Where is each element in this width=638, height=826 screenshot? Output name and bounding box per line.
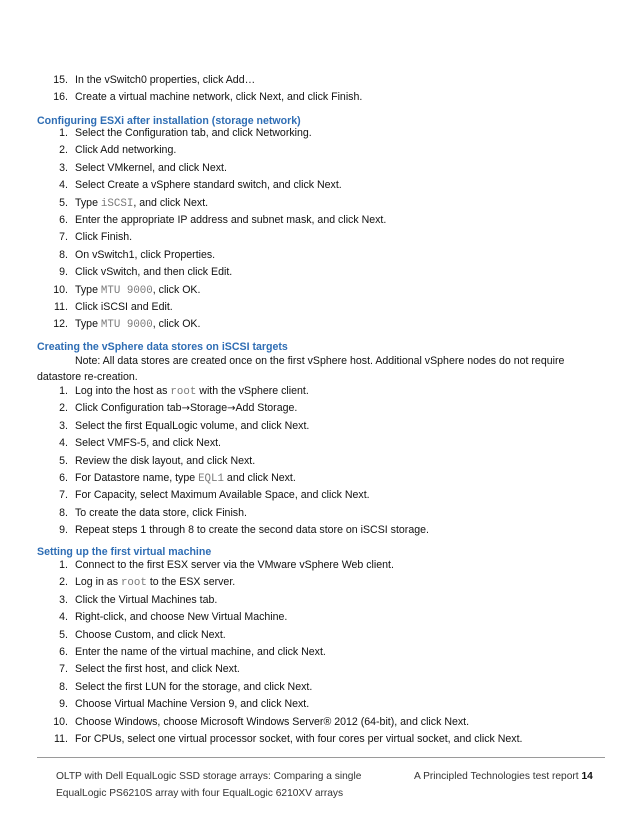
list-item xyxy=(0,400,638,417)
step-text: Select the first LUN for the storage, and click Next. xyxy=(75,680,313,693)
list-item xyxy=(0,247,638,264)
step-text-post: , click OK. xyxy=(152,283,201,296)
step-number: 9. xyxy=(59,266,68,279)
footer-title-line: EqualLogic PS6210S array with four EqualLogic 6210XV arrays xyxy=(56,788,344,799)
step-number: 5. xyxy=(59,628,68,641)
list-item xyxy=(0,592,638,609)
step-text xyxy=(75,470,296,488)
step-text-part: Add Storage. xyxy=(235,402,298,415)
step-number: 2. xyxy=(59,144,68,157)
step-text: Select VMFS-5, and click Next. xyxy=(75,437,222,450)
step-number: 4. xyxy=(59,179,68,192)
step-text xyxy=(75,316,200,334)
code-value: MTU 9000 xyxy=(100,284,153,297)
footer-report-text: A Principled Technologies test report xyxy=(414,771,579,782)
list-item xyxy=(0,264,638,281)
footer-report-title xyxy=(56,768,376,802)
step-number: 1. xyxy=(59,559,68,571)
step-number: 2. xyxy=(59,576,68,589)
list-item xyxy=(0,316,638,333)
step-number: 12. xyxy=(53,318,68,331)
step-number: 10. xyxy=(53,715,68,728)
step-text: Repeat steps 1 through 8 to create the second data store on iSCSI storage. xyxy=(75,524,429,537)
list-item xyxy=(0,435,638,452)
step-text: Create a virtual machine network, click Next, and click Finish. xyxy=(75,91,363,104)
data-stores-steps-list xyxy=(0,383,638,540)
list-item xyxy=(0,522,638,539)
step-text: Click Finish. xyxy=(75,231,133,244)
list-item xyxy=(0,72,638,89)
step-text xyxy=(75,282,200,300)
step-text-pre: Type xyxy=(75,196,101,209)
step-number: 8. xyxy=(59,248,68,261)
step-number: 8. xyxy=(59,506,68,519)
arrow-right-icon: → xyxy=(181,403,190,415)
code-value: iSCSI xyxy=(100,197,134,210)
step-text-part: Storage xyxy=(189,402,228,415)
step-number: 3. xyxy=(59,419,68,432)
step-text: Enter the appropriate IP address and subnet mask, and click Next. xyxy=(75,213,387,226)
step-number: 4. xyxy=(59,437,68,450)
list-item xyxy=(0,195,638,212)
step-text: Click iSCSI and Edit. xyxy=(75,300,173,313)
step-text: Review the disk layout, and click Next. xyxy=(75,454,256,467)
list-item xyxy=(0,177,638,194)
step-number: 16. xyxy=(53,91,68,104)
list-item xyxy=(0,609,638,626)
list-item xyxy=(0,89,638,106)
footer-title-line: OLTP with Dell EqualLogic SSD storage arrays: Comparing a single xyxy=(56,771,362,782)
list-item xyxy=(0,557,638,574)
step-text: Select the first host, and click Next. xyxy=(75,663,240,676)
list-item xyxy=(0,574,638,591)
first-vm-steps-list xyxy=(0,557,638,748)
storage-network-steps-list xyxy=(0,125,638,334)
note-paragraph xyxy=(37,353,609,385)
list-item xyxy=(0,229,638,246)
list-item xyxy=(0,142,638,159)
list-item xyxy=(0,453,638,470)
step-number: 10. xyxy=(53,283,68,296)
step-text-post: and click Next. xyxy=(223,471,296,484)
footer-report-label xyxy=(414,768,593,785)
code-value: root xyxy=(170,386,197,398)
list-item xyxy=(0,731,638,748)
list-item xyxy=(0,505,638,522)
list-item xyxy=(0,627,638,644)
step-text: To create the data store, click Finish. xyxy=(75,506,247,519)
step-text: For Capacity, select Maximum Available Space, and click Next. xyxy=(75,489,370,502)
step-text: Choose Virtual Machine Version 9, and click Next. xyxy=(75,698,310,711)
step-text xyxy=(75,195,208,213)
step-text: On vSwitch1, click Properties. xyxy=(75,248,216,261)
step-number: 6. xyxy=(59,645,68,658)
step-number: 6. xyxy=(59,213,68,226)
step-text: Choose Windows, choose Microsoft Windows Server® 2012 (64-bit), and click Next. xyxy=(75,715,470,728)
step-number: 7. xyxy=(59,663,68,676)
step-number: 3. xyxy=(59,161,68,174)
list-item xyxy=(0,418,638,435)
step-number: 9. xyxy=(59,524,68,537)
step-number: 4. xyxy=(59,611,68,624)
step-text-pre: Log in as xyxy=(75,576,121,589)
list-item xyxy=(0,470,638,487)
step-text-post: to the ESX server. xyxy=(146,576,236,589)
list-item xyxy=(0,212,638,229)
step-text-pre: Type xyxy=(75,318,101,331)
footer-divider xyxy=(37,757,605,758)
step-number: 1. xyxy=(59,127,68,139)
list-item xyxy=(0,661,638,678)
step-number: 1. xyxy=(59,385,68,397)
step-number: 7. xyxy=(59,489,68,502)
step-number: 7. xyxy=(59,231,68,244)
step-text xyxy=(75,383,309,401)
step-text-post: , click OK. xyxy=(152,318,201,331)
section-heading-data-stores: Creating the vSphere data stores on iSCSI targets xyxy=(37,341,288,353)
list-item xyxy=(0,679,638,696)
step-text-pre: For Datastore name, type xyxy=(75,471,199,484)
step-number: 9. xyxy=(59,698,68,711)
list-item xyxy=(0,282,638,299)
step-text: In the vSwitch0 properties, click Add… xyxy=(75,74,256,86)
step-text-pre: Log into the host as xyxy=(75,385,171,397)
step-text: Click the Virtual Machines tab. xyxy=(75,593,218,606)
step-text: Click Add networking. xyxy=(75,144,177,157)
step-number: 5. xyxy=(59,454,68,467)
step-text: Select the first EqualLogic volume, and click Next. xyxy=(75,419,310,432)
step-text: Click vSwitch, and then click Edit. xyxy=(75,266,233,279)
step-text xyxy=(75,574,235,592)
list-item xyxy=(0,125,638,142)
step-text-post: , and click Next. xyxy=(133,196,209,209)
step-number: 3. xyxy=(59,593,68,606)
step-text: Choose Custom, and click Next. xyxy=(75,628,226,641)
step-text xyxy=(75,400,297,417)
list-item xyxy=(0,714,638,731)
step-text: For CPUs, select one virtual processor socket, with four cores per virtual socket, and click Next. xyxy=(75,732,523,745)
step-text-post: with the vSphere client. xyxy=(196,385,309,397)
step-text: Select the Configuration tab, and click Networking. xyxy=(75,127,312,139)
list-item xyxy=(0,487,638,504)
intro-steps-list xyxy=(0,72,638,107)
step-number: 5. xyxy=(59,196,68,209)
note-line: Note: All data stores are created once on the first vSphere host. Additional vSphere nodes do not require xyxy=(75,355,565,367)
step-text-part: Click Configuration tab xyxy=(75,402,182,415)
step-number: 2. xyxy=(59,402,68,415)
list-item xyxy=(0,383,638,400)
step-text: Enter the name of the virtual machine, and click Next. xyxy=(75,645,326,658)
step-number: 15. xyxy=(53,74,68,86)
section-heading-first-vm: Setting up the first virtual machine xyxy=(37,546,212,558)
code-value: EQL1 xyxy=(198,472,224,485)
list-item xyxy=(0,299,638,316)
step-number: 11. xyxy=(54,300,68,313)
step-text-pre: Type xyxy=(75,283,101,296)
code-value: MTU 9000 xyxy=(100,319,153,332)
arrow-right-icon: → xyxy=(227,403,236,415)
list-item xyxy=(0,160,638,177)
step-number: 6. xyxy=(59,471,68,484)
step-text: Right-click, and choose New Virtual Machine. xyxy=(75,611,288,624)
step-number: 11. xyxy=(54,732,68,745)
list-item xyxy=(0,644,638,661)
note-line: datastore re-creation. xyxy=(37,371,138,383)
page-number: 14 xyxy=(581,771,593,782)
step-number: 8. xyxy=(59,680,68,693)
section-heading-storage-network: Configuring ESXi after installation (storage network) xyxy=(37,115,301,127)
code-value: root xyxy=(120,577,147,590)
list-item xyxy=(0,696,638,713)
step-text: Connect to the first ESX server via the VMware vSphere Web client. xyxy=(75,559,394,571)
step-text: Select VMkernel, and click Next. xyxy=(75,161,227,174)
step-text: Select Create a vSphere standard switch, and click Next. xyxy=(75,179,342,192)
